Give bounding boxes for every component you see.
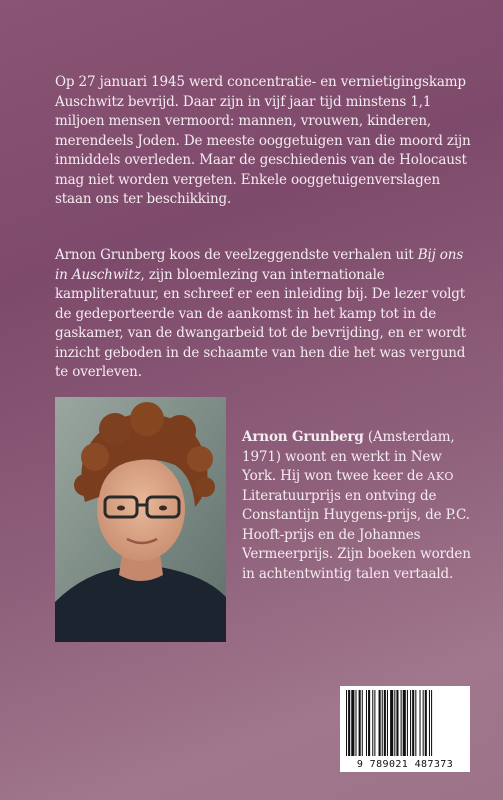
book-title: Bij ons in Auschwitz bbox=[55, 247, 464, 283]
ako-prize-name: AKO bbox=[427, 470, 455, 483]
bio-text-part-2: Literatuurprijs en ontving de Constantijn Huygens-prijs, de P.C. Hooft-prijs en de Johannes Vermeerprijs. Zijn boeken worden in achtentwintig talen vertaald. bbox=[242, 487, 471, 582]
intro-paragraph: Op 27 januari 1945 werd concentratie- en vernietigingskamp Auschwitz bevrijd. Daar zijn in vijf jaar tijd minstens 1,1 miljoen mensen vermoord: mannen, vrouwen, kinderen, merendeels Joden. De meeste ooggetuigen van die moord zijn inmiddels overleden. Maar de geschiedenis van de Holocaust mag niet worden vergeten. Enkele ooggetuigenverslagen staan ons ter beschikking. bbox=[55, 74, 471, 207]
author-portrait-image bbox=[55, 397, 226, 642]
isbn-number: 9 789021 487373 bbox=[356, 759, 454, 770]
author-name: Arnon Grunberg bbox=[242, 429, 364, 445]
bio-text-part-1: (Amsterdam, 1971) woont en werkt in New York. Hij won twee keer de bbox=[242, 429, 455, 484]
author-bio bbox=[242, 428, 478, 584]
isbn-barcode bbox=[340, 686, 470, 772]
book-description-paragraph bbox=[55, 246, 475, 383]
description-text-start: Arnon Grunberg koos de veelzeggendste verhalen uit bbox=[55, 247, 418, 263]
barcode-bars bbox=[346, 690, 464, 756]
description-text-end: , zijn bloemlezing van internationale kampliteratuur, en schreef er een inleiding bij. De lezer volgt de gedeporteerde van de aankomst in het kamp tot in de gaskamer, van de dwangarbeid tot de bevrijding, en er wordt inzicht geboden in de schaamte van hen die het was vergund te overleven. bbox=[55, 266, 467, 380]
author-photo bbox=[55, 397, 226, 642]
